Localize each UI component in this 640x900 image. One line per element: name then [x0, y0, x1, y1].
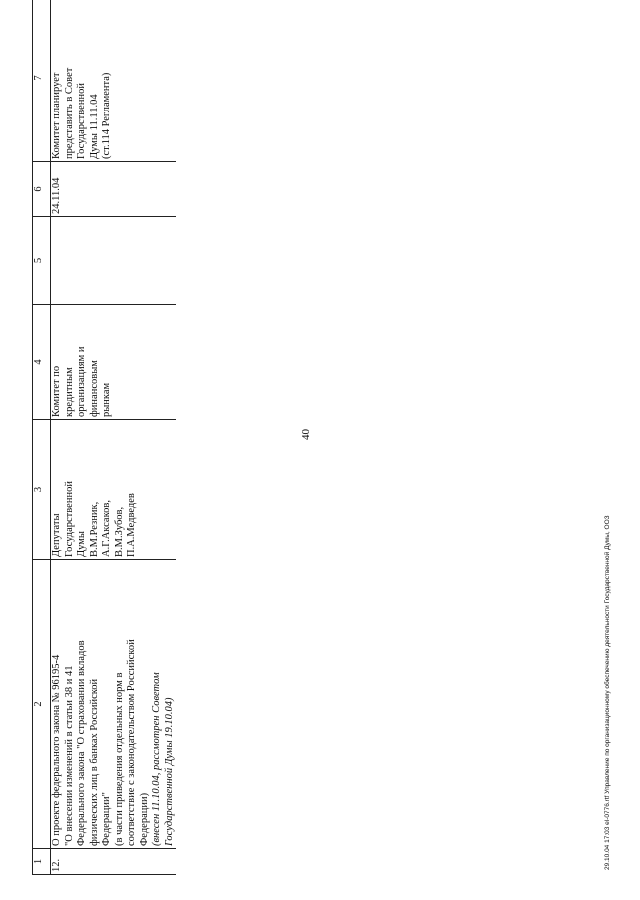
header-col-5: 5: [33, 217, 51, 305]
author-line: Государственной: [63, 481, 75, 557]
committee-line: рынкам: [101, 382, 112, 417]
committee-line: кредитным: [63, 367, 75, 417]
plan-line: Комитет планирует: [51, 72, 62, 159]
bill-note-line: (внесен 11.10.04, рассмотрен Советом: [151, 672, 162, 846]
author-line: А.Г.Аксаков,: [101, 500, 112, 557]
bill-title-line: физических лиц в банках Российской: [88, 678, 100, 846]
committee-line: финансовым: [88, 360, 100, 417]
bill-title-cell: [51, 560, 177, 849]
table-header-row: [33, 0, 51, 875]
header-col-3: 3: [33, 420, 51, 560]
bill-title-line: Федерального закона "О страховании вкладов: [76, 640, 87, 846]
committee-line: организациям и: [76, 346, 87, 417]
header-col-6: 6: [33, 162, 51, 217]
date-cell: 24.11.04: [51, 162, 177, 217]
plan-line: (ст.114 Регламента): [101, 72, 112, 159]
plan-line: Думы 11.11.04: [88, 94, 100, 159]
authors-cell: [51, 420, 177, 560]
bill-note-line: Государственной Думы 19.10.04): [163, 697, 175, 846]
committee-cell: [51, 305, 177, 420]
bills-table: [32, 0, 176, 875]
author-line: В.М.Резник,: [88, 501, 100, 557]
bill-title-line: "О внесении изменений в статьи 38 и 41: [63, 665, 75, 846]
author-line: П.А.Медведев: [126, 493, 137, 557]
bill-title-line: соответствие с законодательством Российской: [126, 639, 137, 846]
row-number: 12.: [51, 849, 177, 875]
plan-line: представить в Совет: [63, 67, 75, 159]
table-row: [51, 0, 177, 875]
author-line: Думы: [76, 531, 87, 557]
header-col-1: 1: [33, 849, 51, 875]
header-col-7: 7: [33, 0, 51, 162]
header-col-2: 2: [33, 560, 51, 849]
plan-line: Государственной: [76, 83, 87, 159]
document-table-frame: [32, 30, 175, 875]
committee-line: Комитет по: [51, 365, 62, 417]
bill-title-line: Федерации": [101, 792, 112, 846]
bill-title-line: О проекте федерального закона № 96195-4: [51, 654, 62, 846]
author-line: Депутаты: [51, 513, 62, 557]
bill-title-line: (в части приведения отдельных норм в: [113, 672, 125, 846]
document-footer: 29.10.04 17:03 el-0776.rtf Управление по организационному обеспечению деятельности Государственной Думы, ООЗ: [604, 515, 611, 870]
header-col-4: 4: [33, 305, 51, 420]
col-5-cell: [51, 217, 177, 305]
page-number: 40: [300, 429, 312, 440]
plan-cell: [51, 0, 177, 162]
bill-title-line: Федерации): [138, 792, 150, 846]
author-line: В.М.Зубов,: [113, 506, 125, 557]
